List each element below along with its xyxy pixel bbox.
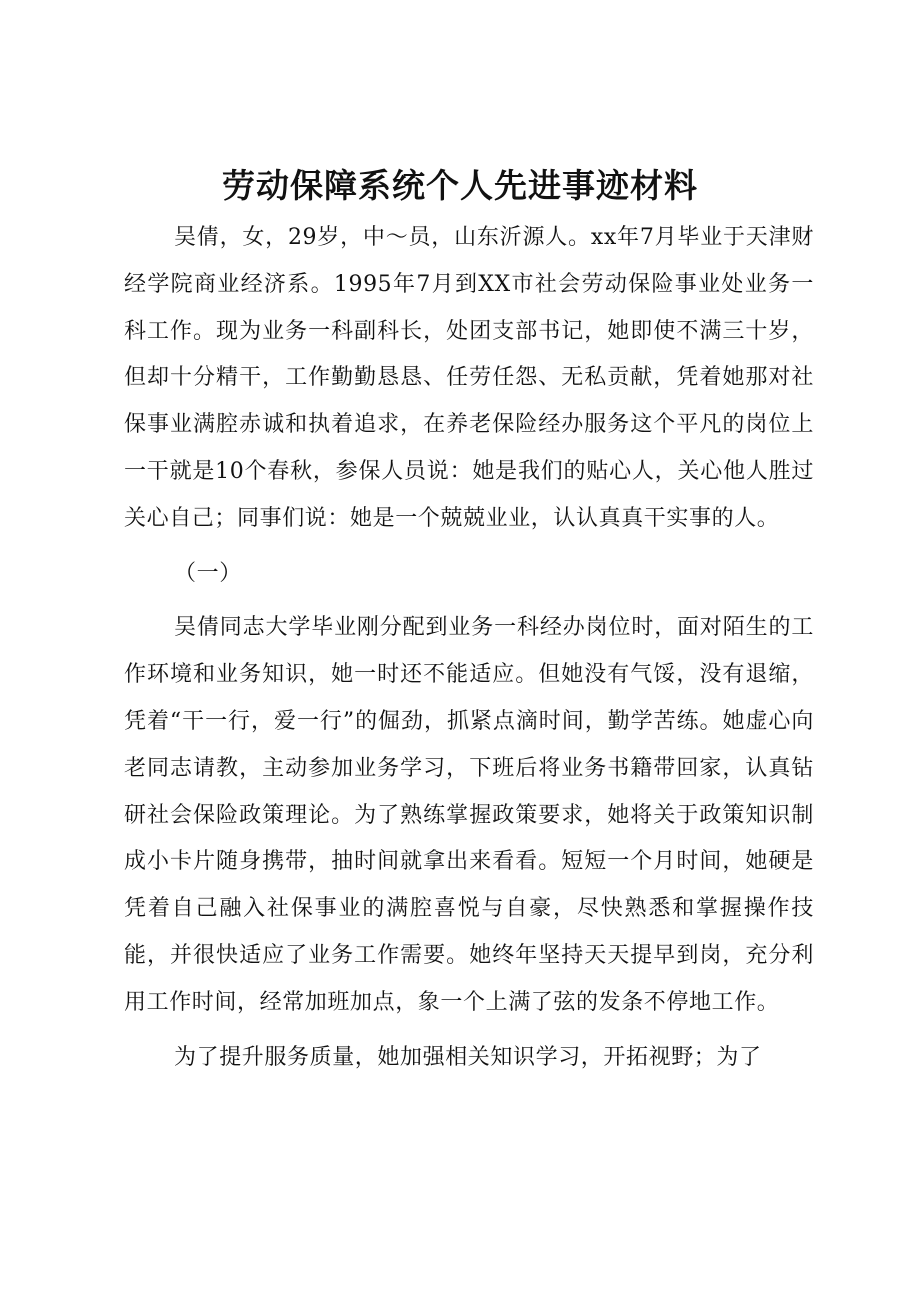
section-heading-one: （一） bbox=[174, 560, 242, 586]
document-title: 劳动保障系统个人先进事迹材料 bbox=[222, 166, 698, 205]
paragraph-continuation: 为了提升服务质量，她加强相关知识学习，开拓视野；为了 bbox=[174, 1044, 762, 1070]
paragraph-intro: 吴倩，女，29岁，中～员，山东沂源人。xx年7月毕业于天津财经学院商业经济系。1995年7月到XX市社会劳动保险事业处业务一科工作。现为业务一科副科长，处团支部书记，她即使不满三十岁，但却十分精干，工作勤勤恳恳、任劳任怨、无私贡献，凭着她那对社保事业满腔赤诚和执着追求，在养老保险经办服务这个平凡的岗位上一干就是10个春秋，参保人员说：她是我们的贴心人，关心他人胜过关心自己；同事们说：她是一个兢兢业业，认认真真干实事的人。 bbox=[124, 225, 814, 531]
paragraph-section-one: 吴倩同志大学毕业刚分配到业务一科经办岗位时，面对陌生的工作环境和业务知识，她一时还不能适应。但她没有气馁，没有退缩，凭着“干一行，爱一行”的倔劲，抓紧点滴时间，勤学苦练。她虚心向老同志请教，主动参加业务学习，下班后将业务书籍带回家，认真钻研社会保险政策理论。为了熟练掌握政策要求，她将关于政策知识制成小卡片随身携带，抽时间就拿出来看看。短短一个月时间，她硬是凭着自己融入社保事业的满腔喜悦与自豪，尽快熟悉和掌握操作技能，并很快适应了业务工作需要。她终年坚持天天提早到岗，充分利用工作时间，经常加班加点，象一个上满了弦的发条不停地工作。 bbox=[124, 615, 814, 1015]
document-body bbox=[124, 215, 814, 1081]
